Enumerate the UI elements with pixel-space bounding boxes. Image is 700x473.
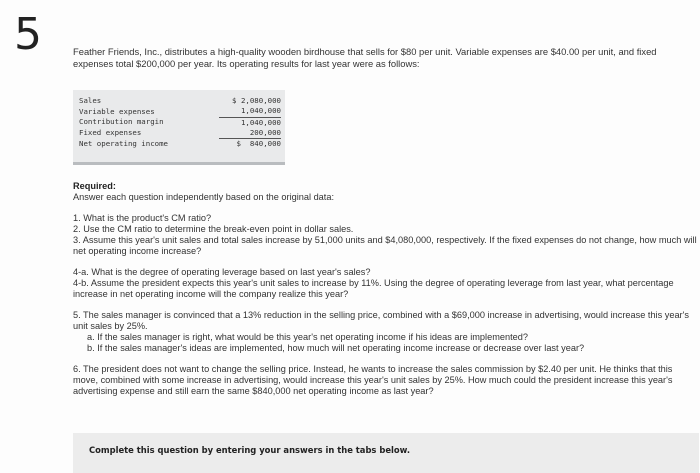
statement-row-net-operating-income [79,139,281,150]
required-title: Required: [73,181,116,191]
question-3: 3. Assume this year's unit sales and total sales increase by 51,000 units and $4,080,000, respectively. If the fixed expenses do not change, how much will net operating income increase? [73,235,697,256]
income-statement [73,90,285,165]
question-1: 1. What is the product's CM ratio? [73,213,212,223]
statement-value: 200,000 [219,128,281,139]
statement-label: Variable expenses [79,106,155,116]
statement-label: Contribution margin [79,117,164,127]
spacer [73,300,699,310]
problem-intro: Feather Friends, Inc., distributes a high-quality wooden birdhouse that sells for $80 per unit. Variable expenses are $40.00 per unit, and fixed expenses total $200,000 per year. Its operating results for last year were as follows: [73,46,657,69]
question-6: 6. The president does not want to change the selling price. Instead, he wants to increase the sales commission by $2.40 per unit. He thinks that this move, combined with some increase in advertising, would increase this year's unit sales by 25%. How much could the president increase this year's advertising expense and still earn the same $840,000 net operating income as last year? [73,364,673,396]
statement-row-variable-expenses [79,106,281,117]
statement-value: 1,040,000 [219,106,281,117]
footer-instructions: Complete this question by entering your answers in the tabs below. [89,445,411,455]
spacer [73,203,699,213]
spacer [73,354,699,364]
instructions-footer [73,433,699,473]
statement-label: Sales [79,96,102,105]
statement-label: Fixed expenses [79,128,142,138]
statement-row-fixed-expenses [79,128,281,139]
spacer [73,257,699,267]
statement-row-contribution-margin [79,117,281,128]
required-subtitle: Answer each question independently based on the original data: [73,192,335,202]
question-5: 5. The sales manager is convinced that a 13% reduction in the selling price, combined with a $69,000 increase in advertising, would increase this year's unit sales by 25%. [73,310,689,331]
statement-row-sales [79,96,281,106]
statement-value: $ 2,080,000 [232,96,281,105]
question-5b: b. If the sales manager's ideas are implemented, how much will net operating income increase or decrease over last year? [87,343,585,353]
question-2: 2. Use the CM ratio to determine the break-even point in dollar sales. [73,224,354,234]
statement-value: $ 840,000 [236,139,281,149]
question-4b: 4-b. Assume the president expects this year's unit sales to increase by 11%. Using the degree of operating leverage from last year, what percentage increase in net operating income will the company realize this year? [73,278,674,299]
statement-label: Net operating income [79,138,168,148]
question-5a: a. If the sales manager is right, what would be this year's net operating income if his ideas are implemented? [87,332,528,342]
required-section [73,181,699,397]
question-4a: 4-a. What is the degree of operating leverage based on last year's sales? [73,267,371,277]
income-statement-table [79,96,281,149]
statement-value: 1,040,000 [240,117,281,127]
question-number: 5 [14,9,42,60]
